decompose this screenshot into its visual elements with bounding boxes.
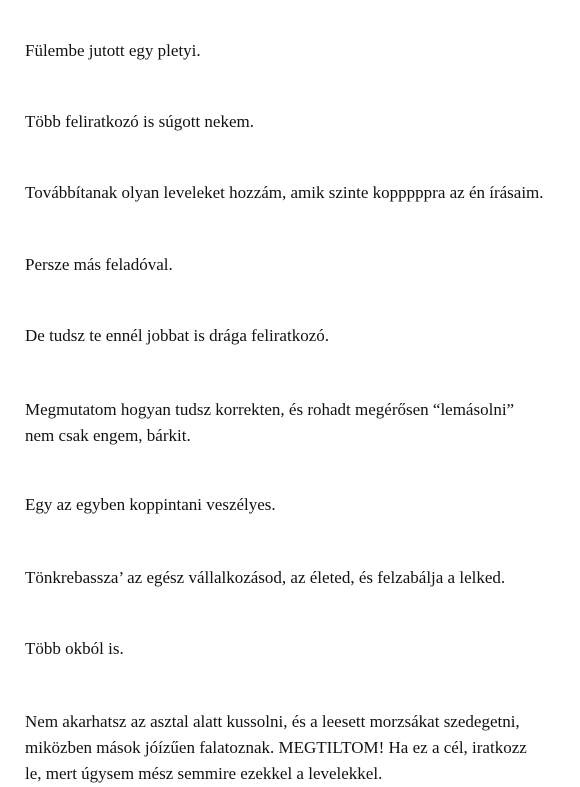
paragraph-6: Megmutatom hogyan tudsz korrekten, és rohadt megérősen “lemásolni” nem csak engem, bárkit. xyxy=(25,400,515,445)
paragraph-5: De tudsz te ennél jobbat is drága feliratkozó. xyxy=(25,326,329,345)
paragraph-2: Több feliratkozó is súgott nekem. xyxy=(25,112,254,131)
paragraph-9: Több okból is. xyxy=(25,639,124,658)
paragraph-4: Persze más feladóval. xyxy=(25,255,173,274)
paragraph-10: Nem akarhatsz az asztal alatt kussolni, és a leesett morzsákat szedegetni, miközben mások jóízűen falatoznak. MEGTILTOM! Ha ez a cél, iratkozz le, mert úgysem mész semmire ezekkel a levelekkel. xyxy=(25,712,527,783)
paragraph-3: Továbbítanak olyan leveleket hozzám, amik szinte kopppppra az én írásaim. xyxy=(25,183,544,202)
paragraph-8: Tönkrebassza’ az egész vállalkozásod, az életed, és felzabálja a lelked. xyxy=(25,568,506,587)
paragraph-7: Egy az egyben koppintani veszélyes. xyxy=(25,495,276,514)
paragraph-1: Fülembe jutott egy pletyi. xyxy=(25,41,201,60)
